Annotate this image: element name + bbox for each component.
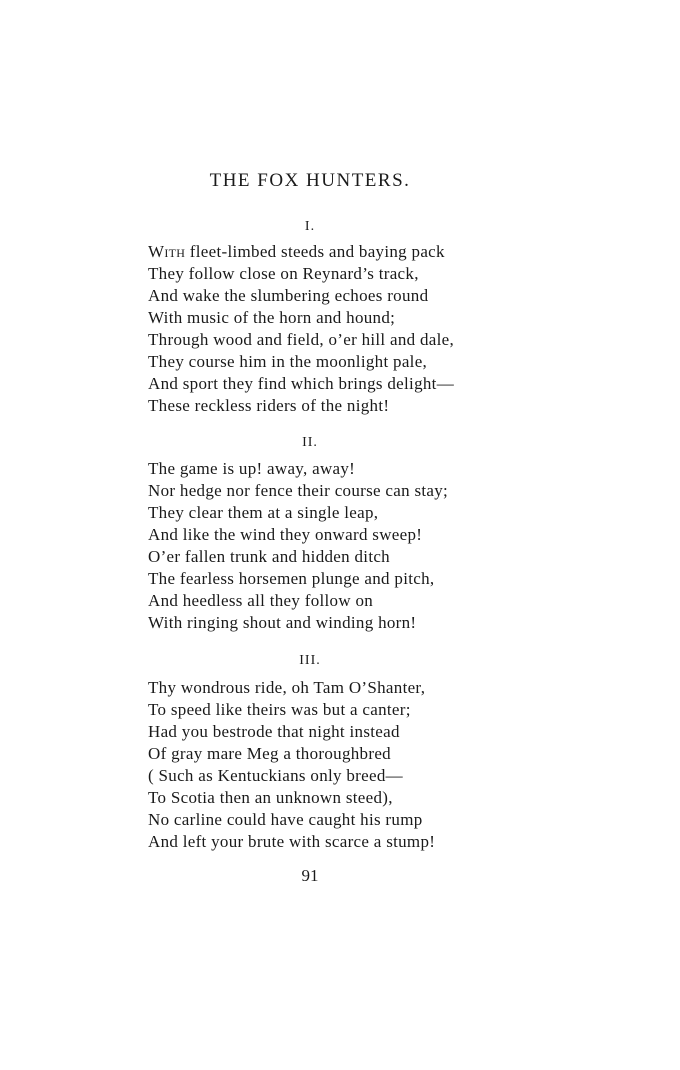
poem-line: And heedless all they follow on [148, 591, 374, 610]
poem-line: Nor hedge nor fence their course can stay; [148, 481, 449, 500]
poem-line: Had you bestrode that night instead [148, 722, 400, 741]
poem-line: With ringing shout and winding horn! [148, 613, 417, 632]
poem-line: The fearless horsemen plunge and pitch, [148, 569, 435, 588]
stanza-numeral-3: III. [299, 653, 321, 668]
poem-line: They follow close on Reynard’s track, [148, 264, 419, 283]
poem-line: The game is up! away, away! [148, 459, 356, 478]
stanza-numeral-2: II. [302, 435, 318, 450]
poem-line: ( Such as Kentuckians only breed— [148, 766, 403, 785]
poem-line: They course him in the moonlight pale, [148, 352, 428, 371]
poem-line: With music of the horn and hound; [148, 308, 396, 327]
page-number: 91 [301, 866, 319, 885]
poem-line: And like the wind they onward sweep! [148, 525, 423, 544]
poem-line: And left your brute with scarce a stump! [148, 832, 436, 851]
poem-line: And sport they find which brings delight— [148, 374, 454, 393]
poem-line: Of gray mare Meg a thoroughbred [148, 744, 391, 763]
stanza-numeral-1: I. [304, 219, 316, 234]
poem-line: And wake the slumbering echoes round [148, 286, 429, 305]
poem-line: Through wood and field, o’er hill and dale, [148, 330, 455, 349]
poem-line: To Scotia then an unknown steed), [148, 788, 393, 807]
poem-line: Thy wondrous ride, oh Tam O’Shanter, [148, 678, 426, 697]
stanza-2 [148, 458, 548, 634]
stanza-3 [148, 677, 548, 853]
poem-line: No carline could have caught his rump [148, 810, 423, 829]
poem-line: O’er fallen trunk and hidden ditch [148, 547, 390, 566]
poem-line: To speed like theirs was but a canter; [148, 700, 411, 719]
first-line-rest: fleet-limbed steeds and baying pack [185, 242, 445, 261]
poem-line: These reckless riders of the night! [148, 396, 390, 415]
poem-title: THE FOX HUNTERS. [209, 170, 411, 191]
first-word: With [148, 242, 186, 261]
poem-line [148, 241, 548, 263]
poem-line: They clear them at a single leap, [148, 503, 379, 522]
stanza-1 [148, 241, 548, 417]
